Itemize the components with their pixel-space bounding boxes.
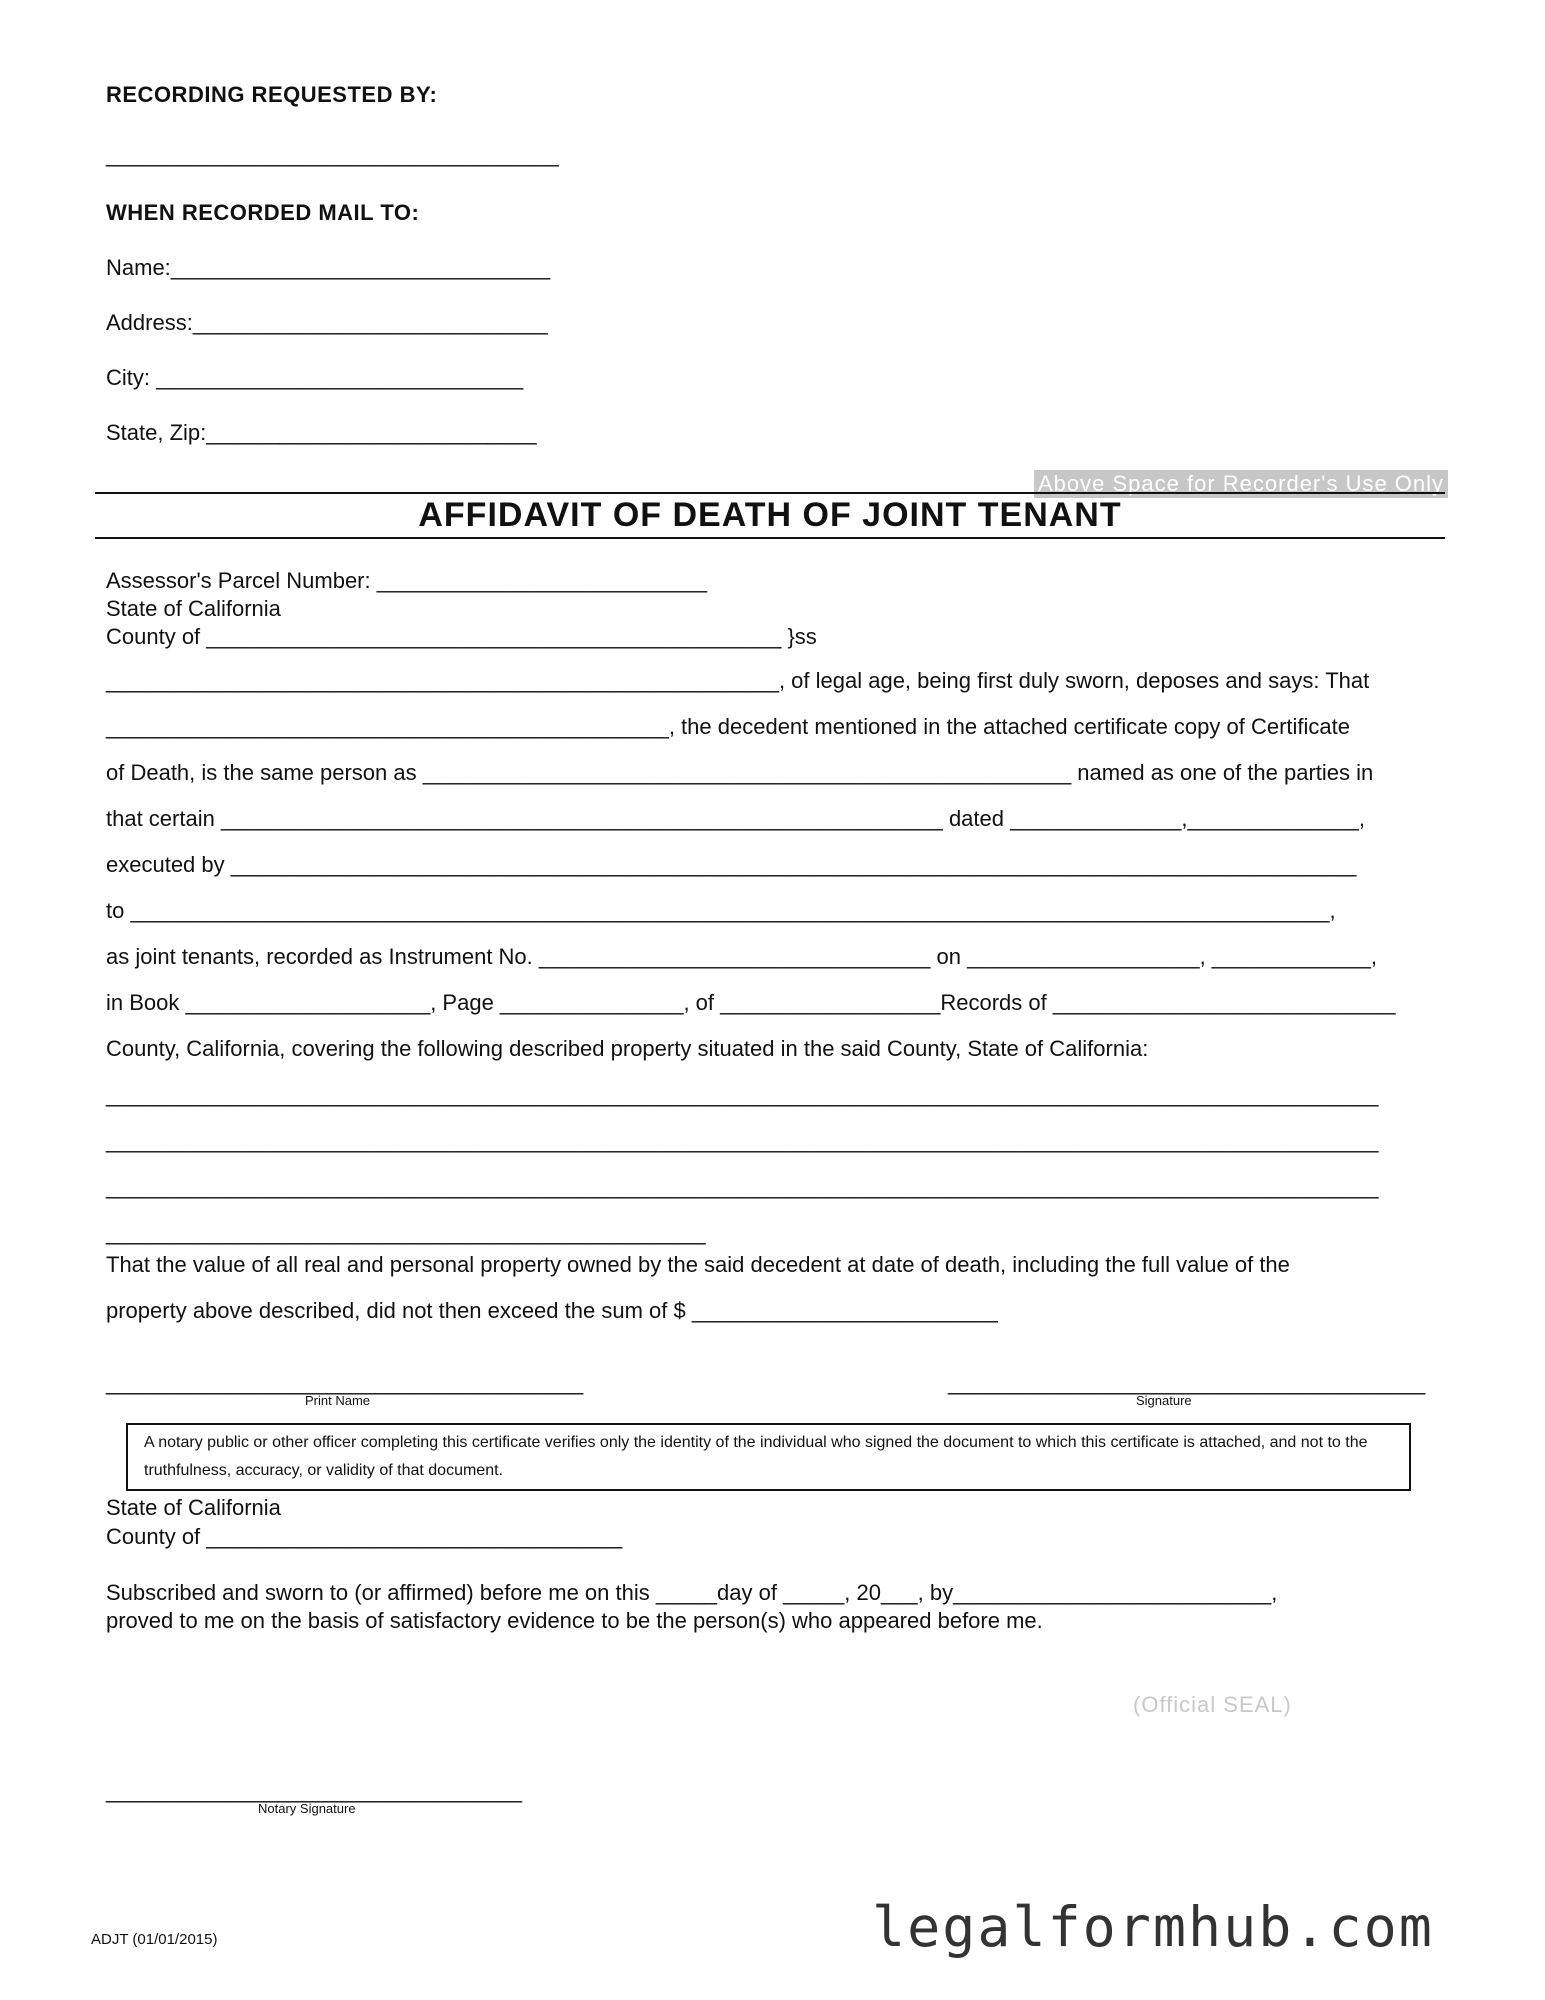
recorder-use-label: Above Space for Recorder's Use Only [1034,470,1448,498]
notary-state-label: State of California [106,1495,281,1520]
mail-to-city-field[interactable]: City: ______________________________ [106,365,524,390]
property-value-amount-field[interactable]: property above described, did not then exceed the sum of $ _________________________ [106,1298,998,1323]
notary-county-field[interactable]: County of __________________________________ [106,1524,623,1549]
official-seal-placeholder: (Official SEAL) [1133,1692,1292,1717]
recording-requested-by-line[interactable]: _____________________________________ [106,142,559,167]
notary-signature-line[interactable]: __________________________________ [106,1778,523,1803]
property-description-line[interactable]: _________________________________________________ [106,1220,706,1245]
affidavit-line[interactable]: _______________________________________________________, of legal age, being first duly sworn, deposes and says: That [106,668,1370,693]
notary-notice-box: A notary public or other officer completing this certificate verifies only the identity of the individual who signed the document to which this certificate is attached, and not to the truthfulness, accuracy, or validity of that document. [126,1423,1411,1491]
affidavit-line[interactable]: ______________________________________________, the decedent mentioned in the attached certificate copy of Certificate [106,714,1351,739]
affidavit-line[interactable]: in Book ____________________, Page _______________, of __________________Records of ____________________________ [106,990,1396,1015]
mail-to-state-zip-field[interactable]: State, Zip:___________________________ [106,420,537,445]
signature-line[interactable]: _______________________________________ [948,1370,1426,1395]
print-name-line[interactable]: _______________________________________ [106,1370,584,1395]
notary-signature-label: Notary Signature [258,1801,356,1816]
mail-to-name-field[interactable]: Name:_______________________________ [106,255,551,280]
document-title: AFFIDAVIT OF DEATH OF JOINT TENANT [418,496,1122,534]
print-name-label: Print Name [305,1393,371,1408]
affidavit-line[interactable]: of Death, is the same person as _____________________________________________________ named as one of the parties in [106,760,1374,785]
affidavit-line[interactable]: to __________________________________________________________________________________________________, [106,898,1336,923]
recording-requested-by-heading: RECORDING REQUESTED BY: [106,82,438,107]
property-description-line[interactable]: ________________________________________________________________________________________________________ [106,1082,1379,1107]
top-rule [95,492,1445,494]
affidavit-line[interactable]: County, California, covering the following described property situated in the said County, State of California: [106,1036,1149,1061]
signature-label: Signature [1136,1393,1192,1408]
when-recorded-mail-to-heading: WHEN RECORDED MAIL TO: [106,200,420,225]
form-id: ADJT (01/01/2015) [91,1931,218,1948]
mail-to-address-field[interactable]: Address:_____________________________ [106,310,548,335]
affidavit-line[interactable]: as joint tenants, recorded as Instrument No. ________________________________ on ___________________, _____________, [106,944,1377,969]
brand-watermark: legalformhub.com [872,1895,1434,1959]
affidavit-line[interactable]: that certain ___________________________________________________________ dated ______________,______________, [106,806,1365,831]
property-description-line[interactable]: ________________________________________________________________________________________________________ [106,1128,1379,1153]
subscribed-sworn-statement[interactable]: Subscribed and sworn to (or affirmed) before me on this _____day of _____, 20___, by__________________________, [106,1580,1278,1605]
county-field[interactable]: County of _______________________________________________ }ss [106,624,817,649]
property-description-line[interactable]: ________________________________________________________________________________________________________ [106,1174,1379,1199]
proved-statement: proved to me on the basis of satisfactory evidence to be the person(s) who appeared before me. [106,1608,1043,1633]
title-rule [95,537,1445,539]
assessor-parcel-number-field[interactable]: Assessor's Parcel Number: ___________________________ [106,568,708,593]
affidavit-line[interactable]: executed by ____________________________________________________________________________________________ [106,852,1357,877]
property-value-statement: That the value of all real and personal property owned by the said decedent at date of death, including the full value of the [106,1252,1290,1277]
state-label: State of California [106,596,281,621]
